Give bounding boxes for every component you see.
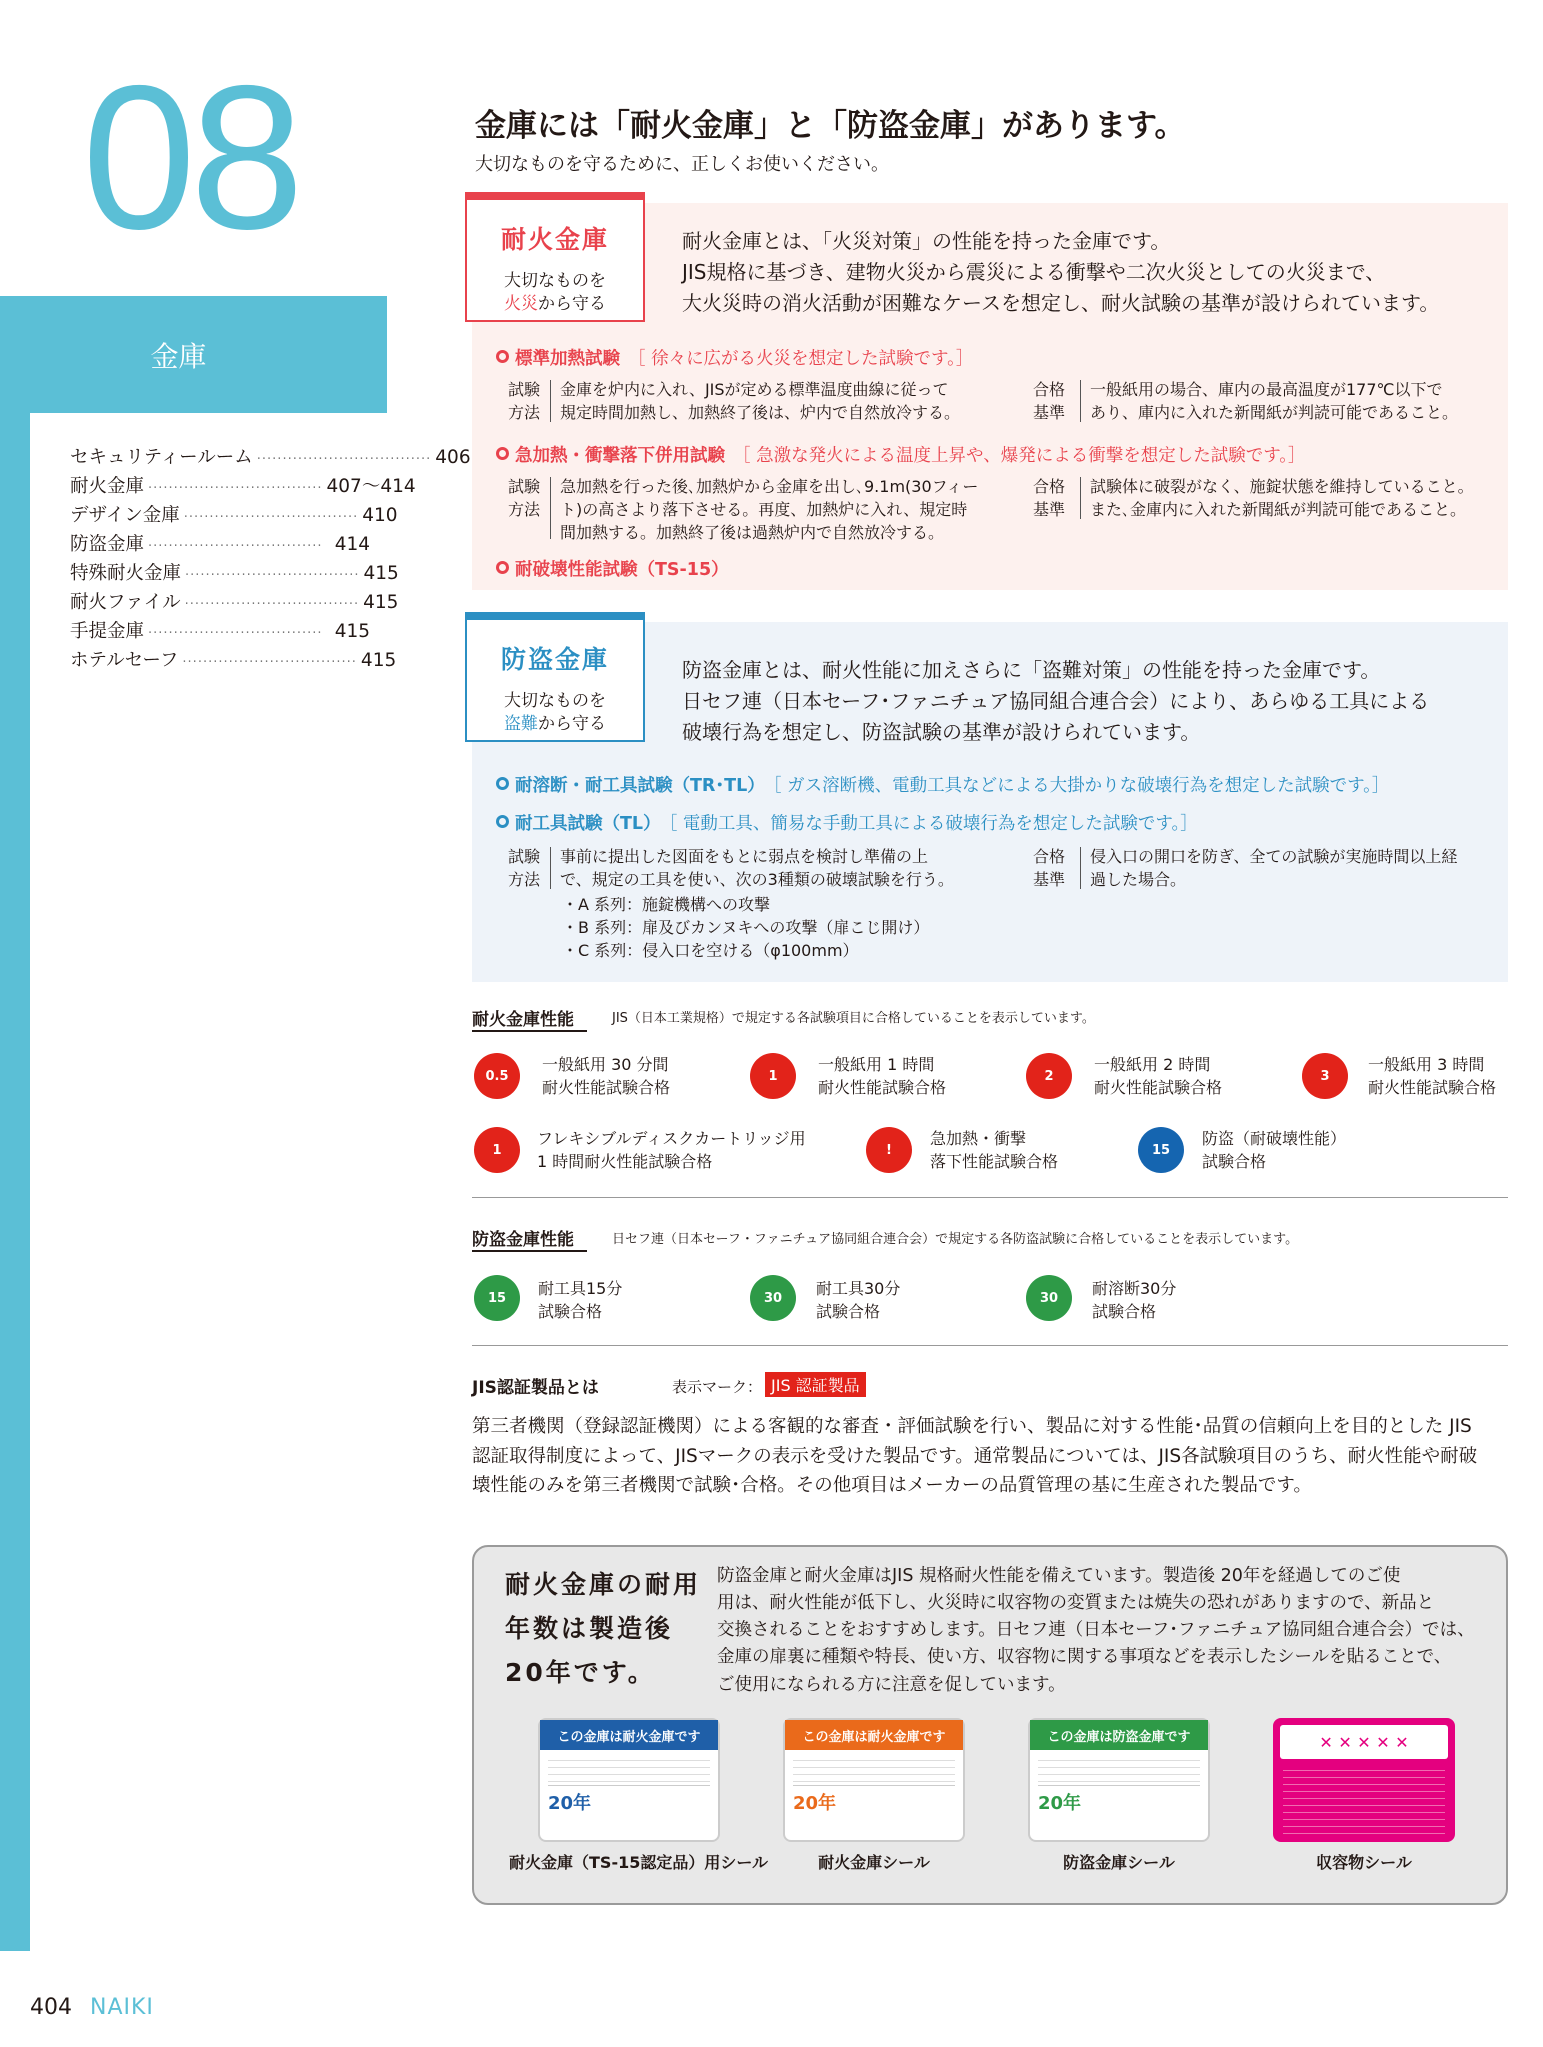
fire-30min-icon: 0.5 [474, 1053, 520, 1099]
bullet-circle-icon [496, 350, 509, 363]
jis-title: JIS認証製品とは [472, 1378, 599, 1398]
jis-description: 第三者機関（登録認証機関）による客観的な審査・評価試験を行い、製品に対する性能･品質の信頼向上を目的とした JIS 認証取得制度によって、JISマークの表示を受けた製品です。通常製品については、JIS各試験項目のうち、耐火性能や耐破 壊性能のみを第三者機関で試験･合格。その他項目はメーカーの品質管理の基に生産された製品です。 [472, 1416, 1478, 1497]
theft-perf-note: 日セフ連（日本セーフ・ファニチュア協同組合連合会）で規定する各防盗試験に合格していることを表示しています。 [612, 1232, 1299, 1247]
seal-fire-ts15: この金庫は耐火金庫です 20年 [538, 1718, 720, 1842]
toc-item[interactable]: 耐火金庫 ·································· 407～414 [70, 476, 416, 497]
fire-test-1: 標準加熱試験 ［ 徐々に広がる火災を想定した試験です。］ [496, 345, 973, 370]
page-title: 金庫には「耐火金庫」と「防盗金庫」があります。 [475, 108, 1186, 144]
lifespan-description: 防盗金庫と耐火金庫はJIS 規格耐火性能を備えています。製造後 20年を経過してのご使 用は、耐火性能が低下し、火災時に収容物の変質または焼失の恐れがありますので、新品と 交換されることをおすすめします。日セフ連（日本セーフ･ファニチュア協同組合連合会）では、 金庫の扉裏に種類や特長、使い方、収容物に関する事項などを表示したシールを貼ることで、 ご使用になられる方に注意を促しています。 [717, 1566, 1475, 1695]
seal-contents: ✕ ✕ ✕ ✕ ✕ [1273, 1718, 1455, 1842]
impact-drop-icon: ! [866, 1127, 912, 1173]
theft-test-2: 耐工具試験（TL） ［ 電動工具、簡易な手動工具による破壊行為を想定した試験です。］ [496, 810, 1198, 835]
bullet-circle-icon [496, 447, 509, 460]
seal-theft: この金庫は防盗金庫です 20年 [1028, 1718, 1210, 1842]
sidebar-accent-bar [0, 296, 30, 1951]
fire-safe-tag: 耐火金庫 大切なものを 火災から守る [465, 192, 645, 322]
bullet-circle-icon [496, 815, 509, 828]
theft-safe-tag: 防盗金庫 大切なものを 盗難から守る [465, 612, 645, 742]
toc-item[interactable]: 防盗金庫 ·································· 414 [70, 534, 370, 555]
section-title: 金庫 [0, 296, 387, 413]
brand-name: NAIKI [90, 1995, 154, 2020]
fire-1hour-icon: 1 [750, 1053, 796, 1099]
torch-30min-icon: 30 [1026, 1275, 1072, 1321]
tool-30min-icon: 30 [750, 1275, 796, 1321]
lifespan-title: 耐火金庫の耐用 年数は製造後 20年です。 [505, 1570, 702, 1687]
theft-perf-title: 防盗金庫性能 [472, 1230, 574, 1250]
table-of-contents [70, 443, 471, 675]
bullet-circle-icon [496, 561, 509, 574]
toc-item[interactable]: 特殊耐火金庫 ·································· 415 [70, 563, 399, 584]
jis-badge: JIS 認証製品 [765, 1372, 866, 1397]
toc-item[interactable]: ホテルセーフ ·································· 415 [70, 650, 397, 671]
toc-item[interactable]: 手提金庫 ·································· 415 [70, 621, 370, 642]
page-subtitle: 大切なものを守るために、正しくお使いください。 [475, 154, 889, 175]
toc-item[interactable]: デザイン金庫 ·································· 410 [70, 505, 398, 526]
tool-15min-icon: 15 [474, 1275, 520, 1321]
toc-item[interactable]: 耐火ファイル ·································· 415 [70, 592, 399, 613]
page-number: 404 [30, 1995, 72, 2020]
flexible-disk-icon: 1 [474, 1127, 520, 1173]
fire-test-2: 急加熱・衝撃落下併用試験 ［ 急激な発火による温度上昇や、爆発による衝撃を想定した試験です。］ [496, 442, 1306, 467]
anti-destruction-icon: 15 [1138, 1127, 1184, 1173]
chapter-number: 08 [82, 43, 299, 272]
theft-description: 防盗金庫とは、耐火性能に加えさらに「盗難対策」の性能を持った金庫です。 日セフ連（日本セーフ･ファニチュア協同組合連合会）により、あらゆる工具による 破壊行為を想定し、防盗試験の基準が設けられています。 [682, 658, 1430, 744]
fire-perf-title: 耐火金庫性能 [472, 1010, 574, 1030]
fire-2hour-icon: 2 [1026, 1053, 1072, 1099]
bullet-circle-icon [496, 777, 509, 790]
toc-item[interactable]: セキュリティールーム ·································· 406 [70, 447, 471, 468]
fire-description: 耐火金庫とは、「火災対策」の性能を持った金庫です。 JIS規格に基づき、建物火災から震災による衝撃や二次火災としての火災まで、 大火災時の消火活動が困難なケースを想定し、耐火試験の基準が設けられています。 [682, 229, 1440, 315]
fire-perf-note: JIS（日本工業規格）で規定する各試験項目に合格していることを表示しています。 [612, 1011, 1095, 1026]
fire-test-3: 耐破壊性能試験（TS-15） [496, 556, 729, 581]
fire-3hour-icon: 3 [1302, 1053, 1348, 1099]
theft-test-1: 耐溶断・耐工具試験（TR･TL） ［ ガス溶断機、電動工具などによる大掛かりな破壊行為を想定した試験です。］ [496, 772, 1389, 797]
seal-fire: この金庫は耐火金庫です 20年 [783, 1718, 965, 1842]
